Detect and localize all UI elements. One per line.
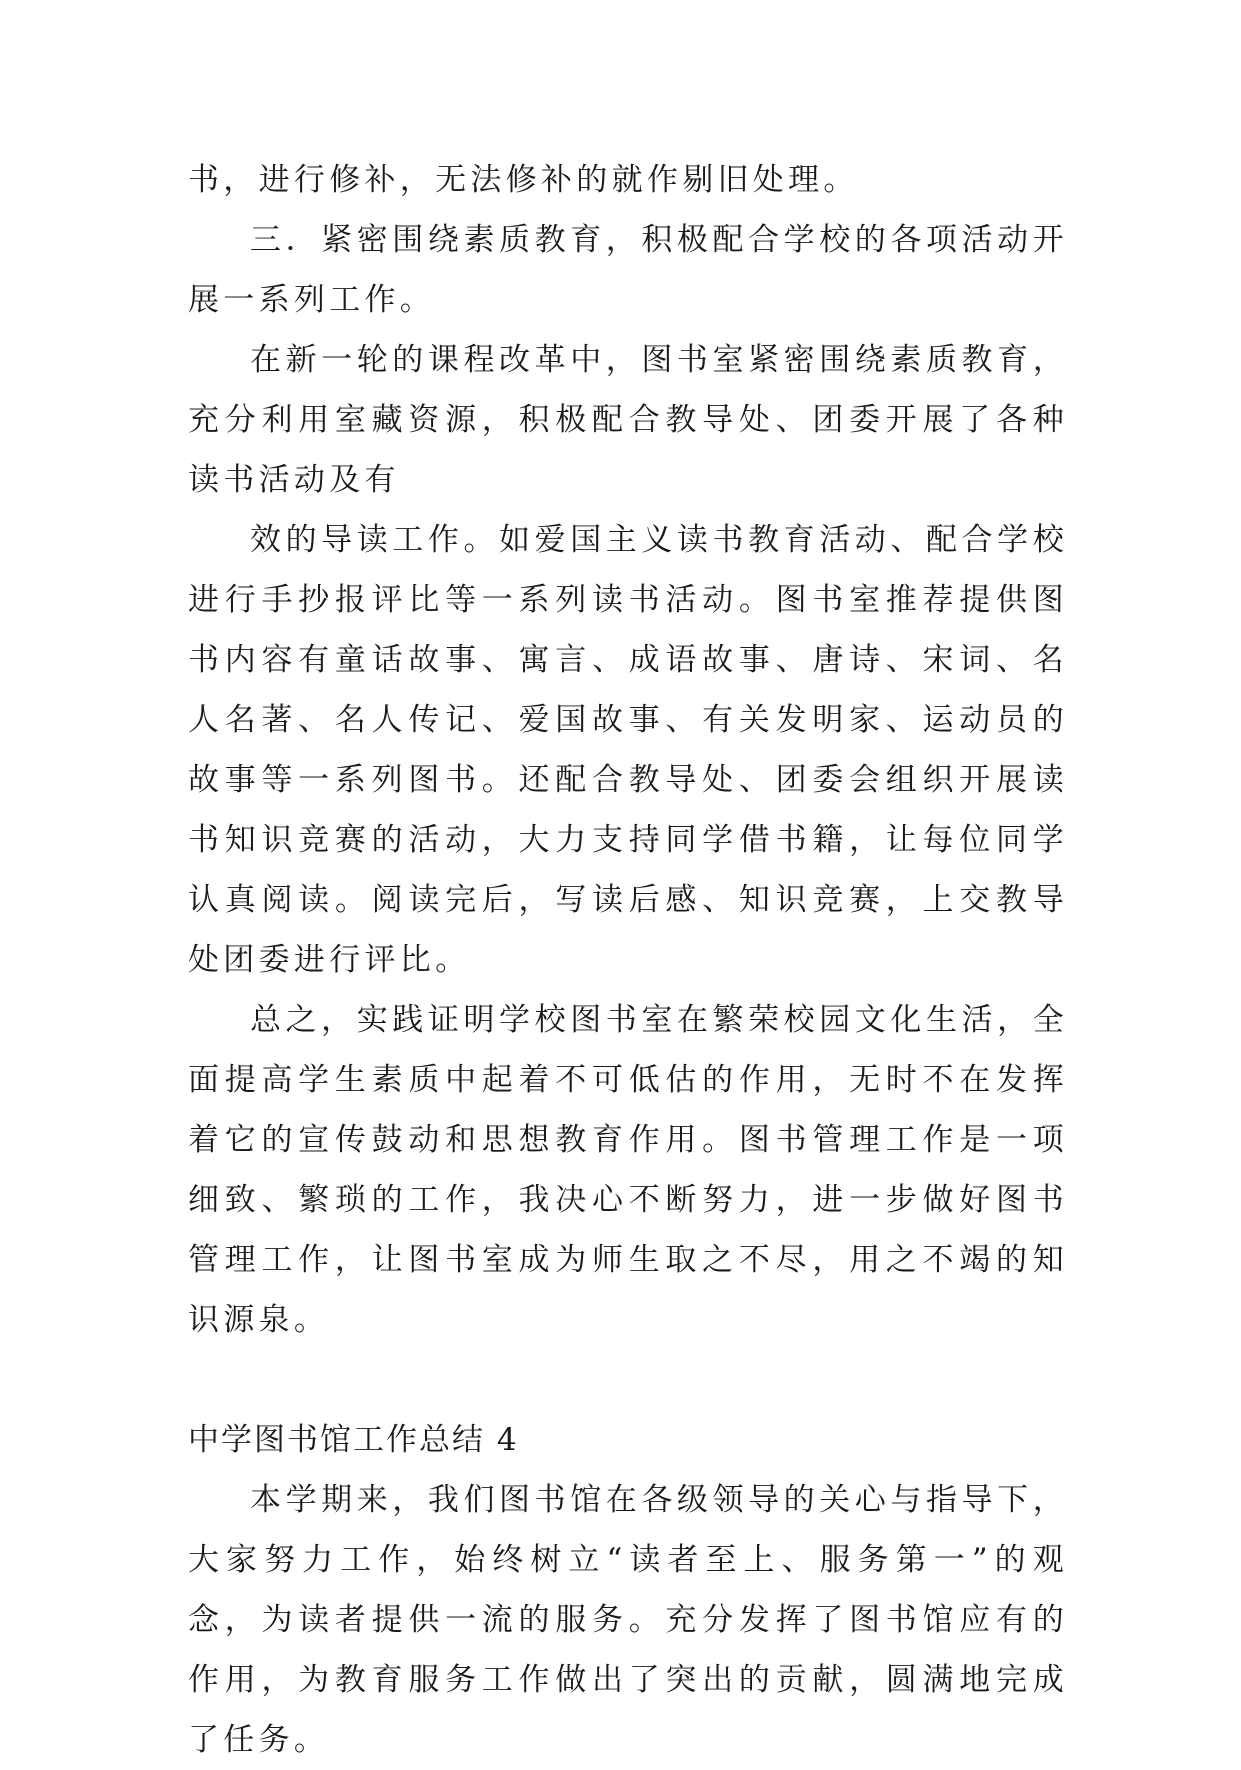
paragraph-reading-guidance: 效的导读工作。如爱国主义读书教育活动、配合学校进行手抄报评比等一系列读书活动。图书室推荐提供图书内容有童话故事、寓言、成语故事、唐诗、宋词、名人名著、名人传记、爱国故事、有关发明家、运动员的故事等一系列图书。还配合教导处、团委会组织开展读书知识竞赛的活动，大力支持同学借书籍，让每位同学认真阅读。阅读完后，写读后感、知识竞赛，上交教导处团委进行评比。	[188, 522, 1068, 978]
paragraph-semester-summary: 本学期来，我们图书馆在各级领导的关心与指导下，大家努力工作，始终树立“读者至上、服务第一”的观念，为读者提供一流的服务。充分发挥了图书馆应有的作用，为教育服务工作做出了突出的贡献，圆满地完成了任务。	[188, 1482, 1068, 1758]
paragraph-curriculum-reform: 在新一轮的课程改革中，图书室紧密围绕素质教育，充分利用室藏资源，积极配合教导处、团委开展了各种读书活动及有	[188, 342, 1068, 498]
paragraph-conclusion: 总之，实践证明学校图书室在繁荣校园文化生活，全面提高学生素质中起着不可低估的作用，无时不在发挥着它的宣传鼓动和思想教育作用。图书管理工作是一项细致、繁琐的工作，我决心不断努力，进一步做好图书管理工作，让图书室成为师生取之不尽，用之不竭的知识源泉。	[188, 1002, 1068, 1338]
paragraph-continuation: 书，进行修补，无法修补的就作剔旧处理。	[188, 162, 859, 198]
paragraph-section-three: 三．紧密围绕素质教育，积极配合学校的各项活动开展一系列工作。	[188, 222, 1068, 318]
document-body	[188, 150, 1068, 1770]
section-heading: 中学图书馆工作总结 4	[188, 1422, 519, 1458]
